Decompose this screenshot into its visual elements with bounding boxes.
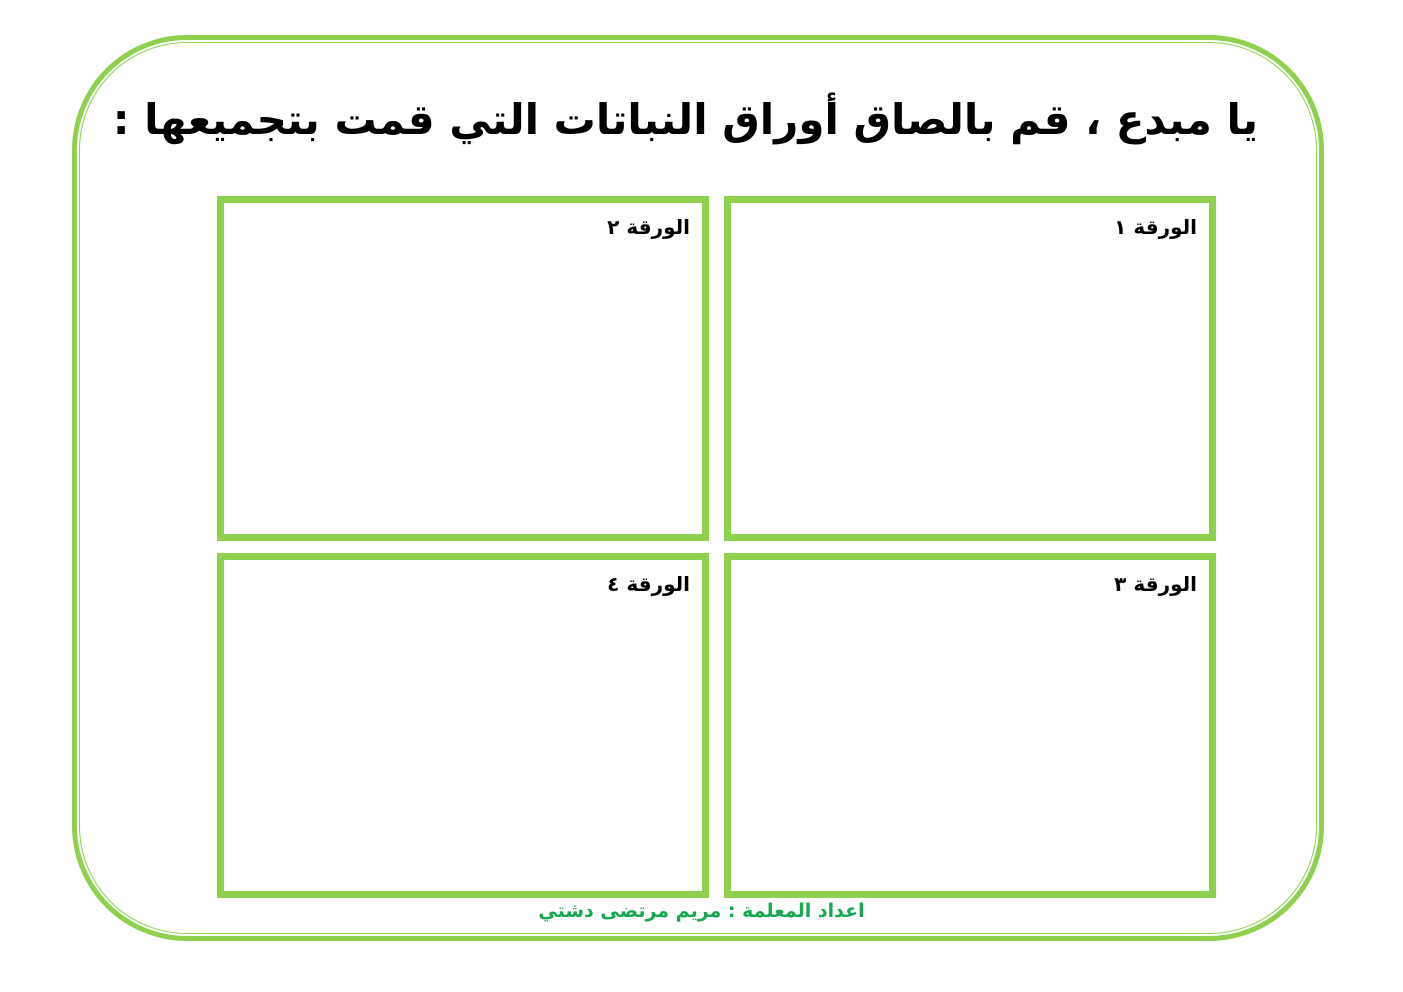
leaf-box-3-label: الورقة ٣	[1114, 572, 1197, 596]
leaf-box-3	[724, 553, 1216, 898]
leaf-box-4	[217, 553, 709, 898]
teacher-credit: اعداد المعلمة : مريم مرتضى دشتي	[538, 900, 865, 922]
leaf-box-1	[724, 196, 1216, 541]
leaf-box-1-label: الورقة ١	[1114, 215, 1197, 239]
leaf-box-2	[217, 196, 709, 541]
leaf-box-4-label: الورقة ٤	[607, 572, 690, 596]
leaf-box-2-label: الورقة ٢	[607, 215, 690, 239]
page-title: يا مبدع ، قم بالصاق أوراق النباتات التي قمت بتجميعها :	[112, 95, 1258, 144]
